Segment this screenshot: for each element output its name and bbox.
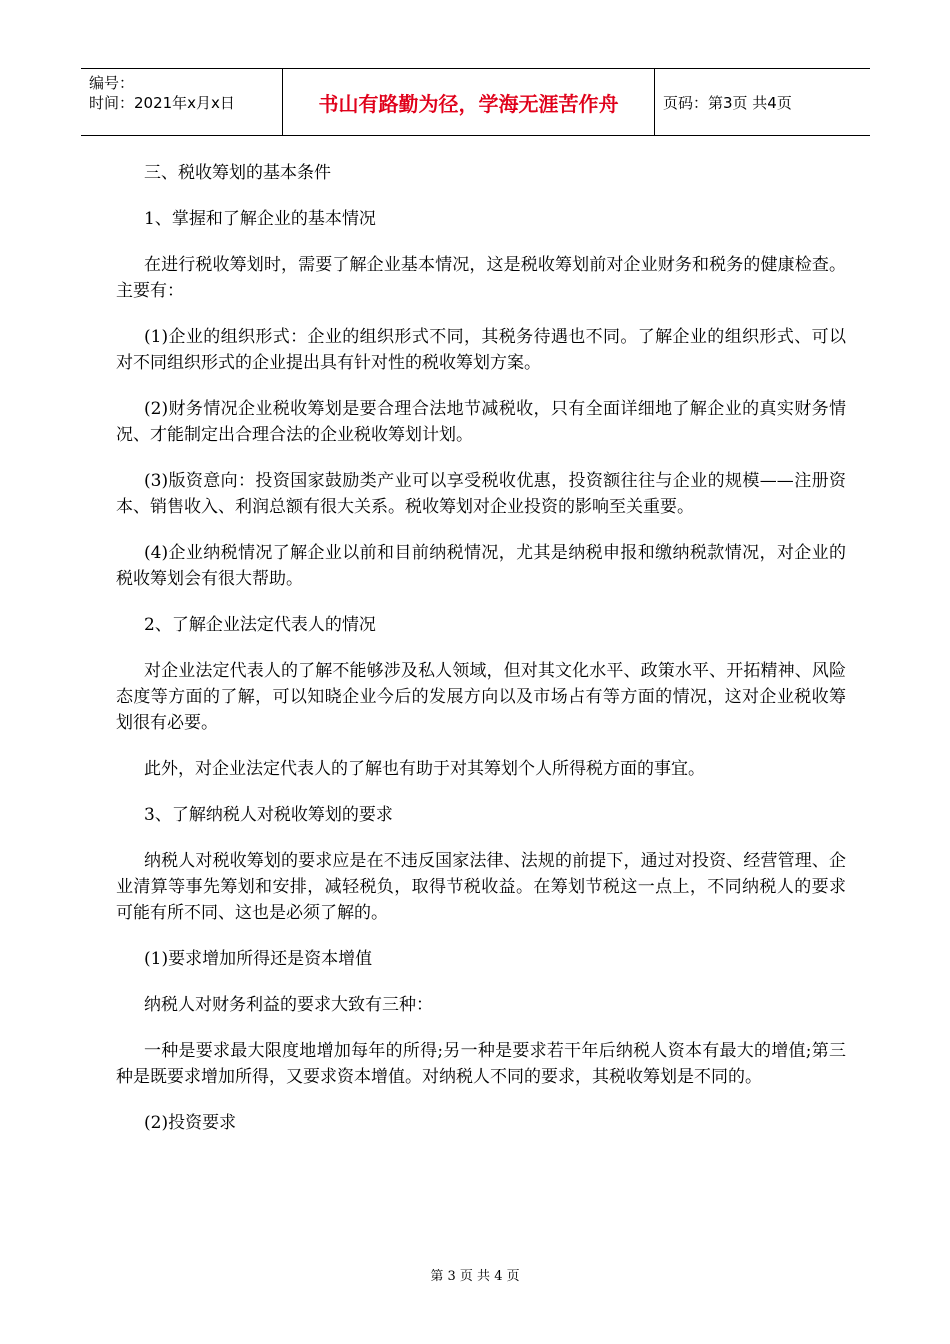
paragraph: 纳税人对税收筹划的要求应是在不违反国家法律、法规的前提下，通过对投资、经营管理、企业清算等事先筹划和安排，减轻税负，取得节税收益。在筹划节税这一点上，不同纳税人的要求可能有所不同、这也是必须了解的。 [116, 851, 846, 923]
paragraph: 对企业法定代表人的了解不能够涉及私人领域，但对其文化水平、政策水平、开拓精神、风险态度等方面的了解，可以知晓企业今后的发展方向以及市场占有等方面的情况，这对企业税收筹划很有必要。 [116, 661, 846, 733]
page-footer: 第 3 页 共 4 页 [430, 1269, 520, 1284]
document-time-label: 时间：2021年x月x日 [89, 94, 235, 112]
paragraph: 纳税人对财务利益的要求大致有三种： [144, 995, 433, 1015]
paragraph: 一种是要求最大限度地增加每年的所得;另一种是要求若干年后纳税人资本有最大的增值;第三种是既要求增加所得，又要求资本增值。对纳税人不同的要求，其税收筹划是不同的。 [116, 1041, 846, 1087]
document-number-label: 编号： [89, 74, 135, 92]
header-meta [81, 69, 283, 135]
section-heading: 三、税收筹划的基本条件 [144, 163, 331, 183]
header-motto: 书山有路勤为径，学海无涯苦作舟 [283, 69, 655, 135]
paragraph: 此外，对企业法定代表人的了解也有助于对其筹划个人所得税方面的事宜。 [144, 759, 705, 779]
paragraph: (1)要求增加所得还是资本增值 [144, 949, 373, 969]
subsection-heading: 1、掌握和了解企业的基本情况 [144, 209, 376, 229]
header-page-info: 页码：第3页 共4页 [663, 93, 792, 112]
document-body [116, 160, 846, 1136]
subsection-heading: 3、了解纳税人对税收筹划的要求 [144, 805, 393, 825]
paragraph: 在进行税收筹划时，需要了解企业基本情况，这是税收筹划前对企业财务和税务的健康检查。主要有： [116, 255, 846, 301]
paragraph: (2)财务情况企业税收筹划是要合理合法地节减税收，只有全面详细地了解企业的真实财务情况、才能制定出合理合法的企业税收筹划计划。 [116, 399, 846, 445]
paragraph: (1)企业的组织形式：企业的组织形式不同，其税务待遇也不同。了解企业的组织形式、可以对不同组织形式的企业提出具有针对性的税收筹划方案。 [116, 327, 846, 373]
paragraph: (4)企业纳税情况了解企业以前和目前纳税情况，尤其是纳税申报和缴纳税款情况，对企业的税收筹划会有很大帮助。 [116, 543, 846, 589]
subsection-heading: 2、了解企业法定代表人的情况 [144, 615, 376, 635]
paragraph: (2)投资要求 [144, 1113, 237, 1133]
page-header [81, 68, 870, 136]
paragraph: (3)版资意向：投资国家鼓励类产业可以享受税收优惠，投资额往往与企业的规模——注册资本、销售收入、利润总额有很大关系。税收筹划对企业投资的影响至关重要。 [116, 471, 846, 517]
